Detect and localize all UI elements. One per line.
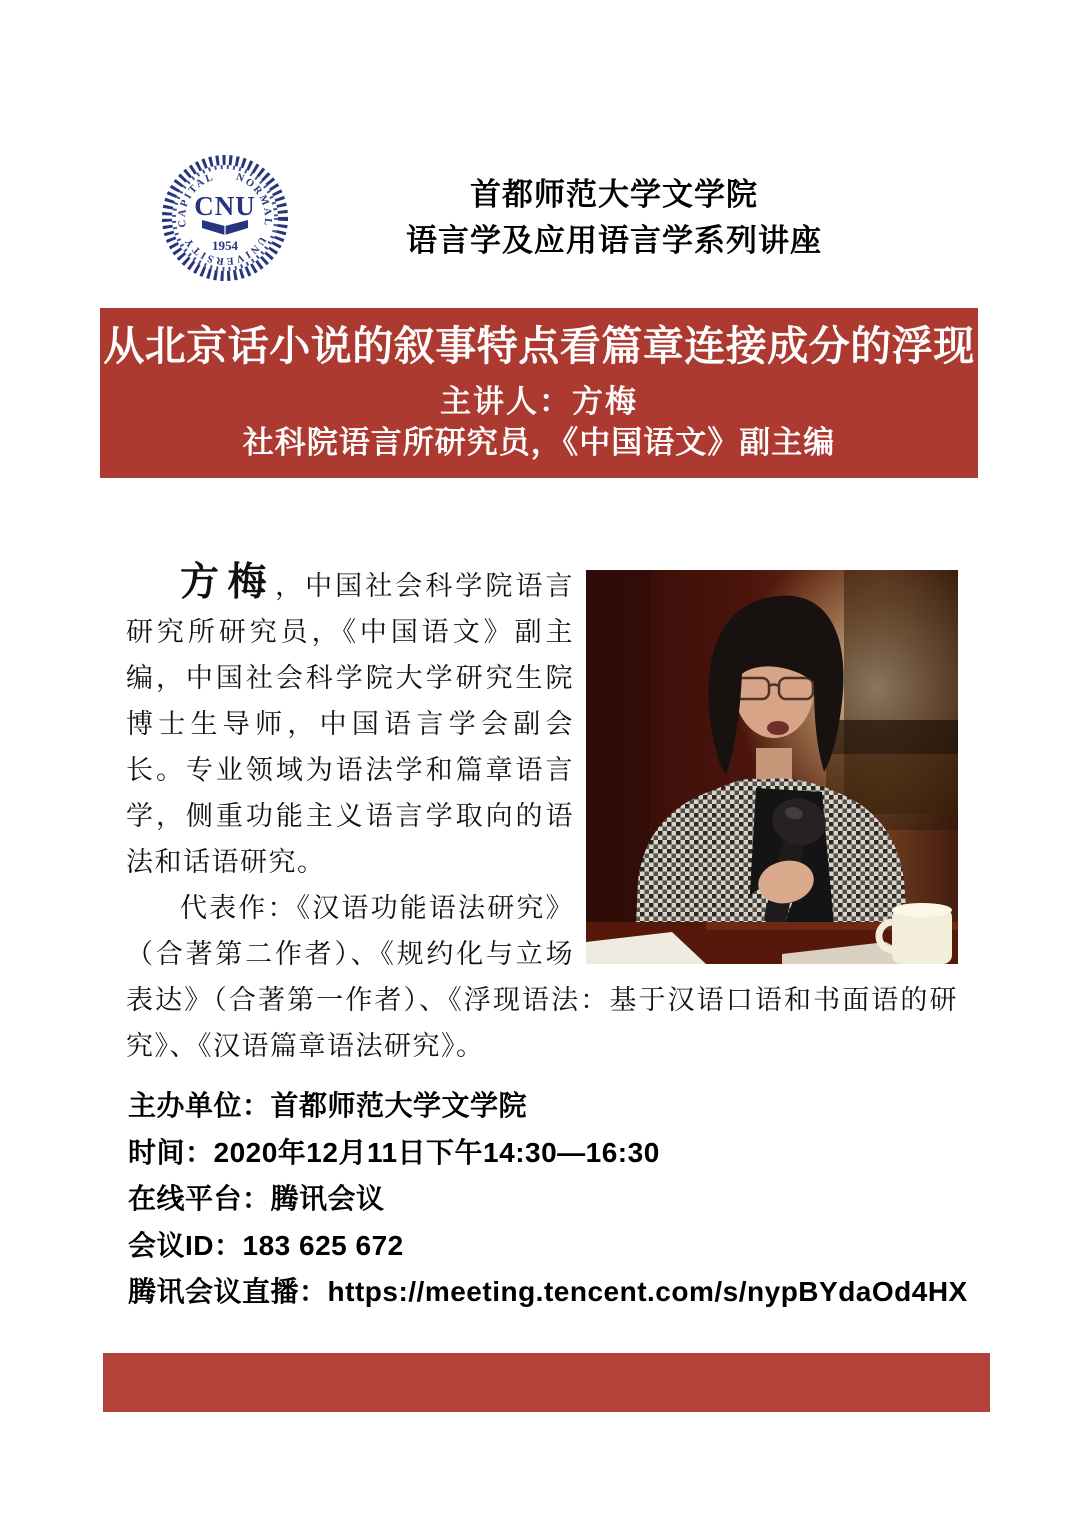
bottom-red-bar <box>103 1353 990 1412</box>
cnu-logo <box>158 146 292 292</box>
logo-ring-bottom-text: UNIVERSITY <box>182 234 268 267</box>
meeting-id-label: 会议ID： <box>128 1229 243 1261</box>
photo-mouth <box>767 721 789 735</box>
lecture-title: 从北京话小说的叙事特点看篇章连接成分的浮现 <box>103 323 975 369</box>
event-info <box>128 1083 968 1316</box>
meeting-id-value: 183 625 672 <box>242 1229 404 1261</box>
info-row-meeting-id <box>128 1223 968 1270</box>
speaker-photo-illustration <box>586 570 958 964</box>
lecture-speaker: 主讲人：方梅 <box>440 384 638 419</box>
info-row-live-stream <box>128 1269 968 1316</box>
logo-year: 1954 <box>212 238 238 253</box>
photo-furniture-band <box>826 720 958 754</box>
time-label: 时间： <box>128 1136 214 1168</box>
bio-intro-text: ，中国社会科学院语言研究所研究员，《中国语文》副主编，中国社会科学院大学研究生院博士生导师，中国语言学会副会长。专业领域为语法学和篇章语言学，侧重功能主义语言学取向的语法和话语研究。 <box>126 571 574 877</box>
speaker-photo <box>586 570 958 964</box>
speaker-name: 方梅 <box>180 561 276 604</box>
info-row-time <box>128 1130 968 1177</box>
speaker-bio <box>126 560 958 1069</box>
header <box>406 172 822 264</box>
logo-ring-top-text: CAPITAL NORMAL <box>176 170 274 228</box>
info-row-platform <box>128 1176 968 1223</box>
lecture-banner <box>100 308 978 478</box>
organizer-label: 主办单位： <box>128 1090 271 1121</box>
bio-works-paragraph: 代表作：《汉语功能语法研究》（合著第二作者）、《规约化与立场表达》（合著第一作者）、《浮现语法：基于汉语口语和书面语的研究》、《汉语篇章语法研究》。 <box>126 893 958 1061</box>
live-stream-url[interactable]: https://meeting.tencent.com/s/nypBYdaOd4HX <box>327 1276 968 1307</box>
logo-acronym: CNU <box>194 191 256 221</box>
live-stream-label: 腾讯会议直播： <box>128 1276 328 1307</box>
info-row-organizer <box>128 1083 968 1130</box>
lecture-speaker-affiliation: 社科院语言所研究员，《中国语文》副主编 <box>242 425 836 460</box>
time-value: 2020年12月11日下午14:30—16:30 <box>213 1136 660 1168</box>
organizer-value: 首都师范大学文学院 <box>270 1090 528 1121</box>
header-series-name: 语言学及应用语言学系列讲座 <box>406 223 822 258</box>
header-school-name: 首都师范大学文学院 <box>470 177 758 212</box>
platform-value: 腾讯会议 <box>270 1183 385 1214</box>
platform-label: 在线平台： <box>128 1183 271 1214</box>
